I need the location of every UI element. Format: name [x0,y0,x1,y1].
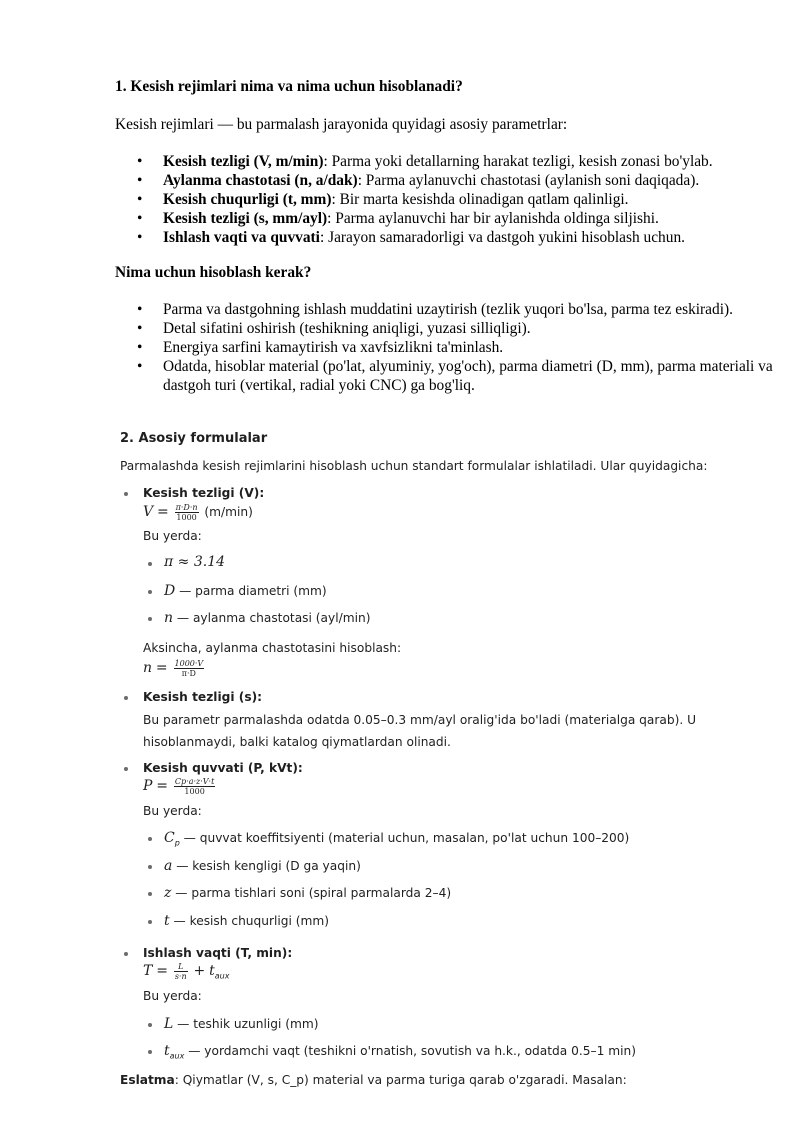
list-item: • Detal sifatini oshirish (teshikning aniqligi, yuzasi silliqligi). [137,320,531,337]
bu-yerda-label: Bu yerda: [143,804,202,818]
list-item: • Parma va dastgohning ishlash muddatini uzaytirish (tezlik yuqori bo'lsa, parma tez eskiradi). [137,301,733,318]
cp-definition: $C_p$ — quvvat koeffitsiyenti (material uchun, masalan, po'lat uchun 100–200) [164,830,630,848]
list-item: • Energiya sarfini kamaytirish va xavfsizlikni ta'minlash. [137,339,504,356]
p-formula: P = $\frac{Cp\cdot a\cdot z\cdot V\cdot t}{1000}$ [143,777,215,796]
bu-yerda-label: Bu yerda: [143,989,202,1003]
list-item: • Kesish chuqurligi (t, mm): Bir marta kesishda olinadigan qatlam qalinligi. [137,191,629,208]
list-item: • Kesish tezligi (s, mm/ayl): Parma aylanuvchi har bir aylanishda oldinga siljishi. [137,210,659,227]
pi-definition: π ≈ 3.14 [164,554,226,570]
l-definition: L — teshik uzunligi (mm) [164,1016,319,1032]
list-item: • Kesish tezligi (V, m/min): Parma yoki detallarning harakat tezligi, kesish zonasi bo'ylab. [137,153,713,170]
bullet-dot [148,865,152,869]
n-formula: n = $\frac{1000\cdot V}{\pi\cdot D}$ [143,659,204,678]
bullet-dot [148,837,152,841]
fraction: $\frac{\pi\cdot D\cdot n}{1000}$ [175,503,198,522]
bullet-dot [148,1023,152,1027]
fraction: $\frac{Cp\cdot a\cdot z\cdot V\cdot t}{1000}$ [174,777,215,796]
bullet-dot [124,952,128,956]
why-list [115,300,775,395]
s-line2: hisoblanmaydi, balki katalog qiymatlardan olinadi. [143,735,451,749]
bullet-dot [148,1050,152,1054]
list-item: • Odatda, hisoblar material (po'lat, alyuminiy, yog'och), parma diametri (D, mm), parma materiali va dastgoh turi (vertikal, radial yoki CNC) ga bog'liq. [137,358,773,394]
bullet-dot [124,767,128,771]
bullet-dot [148,562,152,566]
list-item: • Ishlash vaqti va quvvati: Jarayon samaradorligi va dastgoh yukini hisoblash uchun. [137,229,685,246]
inverse-label: Aksincha, aylanma chastotasini hisoblash: [143,641,402,655]
v-formula: V = $\frac{\pi\cdot D\cdot n}{1000}$ (m/min) [143,503,253,522]
s-line1: Bu parametr parmalashda odatda 0.05–0.3 mm/ayl oralig'ida bo'ladi (materialga qarab). U [143,713,697,727]
bullet-dot [148,920,152,924]
bu-yerda-label: Bu yerda: [143,529,202,543]
z-definition: z — parma tishlari soni (spiral parmalarda 2–4) [164,885,452,901]
v-title: Kesish tezligi (V): [143,486,265,500]
section1-intro: Kesish rejimlari — bu parmalash jarayonida quyidagi asosiy parametrlar: [115,116,568,133]
list-item: • Aylanma chastotasi (n, a/dak): Parma aylanuvchi chastotasi (aylanish soni daqiqada). [137,172,700,189]
time-formula: T = $\frac{L}{s\cdot n}$ + $t_{aux}$ [143,962,230,981]
d-definition: D — parma diametri (mm) [164,583,327,599]
a-definition: a — kesish kengligi (D ga yaqin) [164,858,361,874]
note: Eslatma: Qiymatlar (V, s, C_p) material va parma turiga qarab o'zgaradi. Masalan: [120,1073,627,1087]
t-definition: t — kesish chuqurligi (mm) [164,913,330,929]
n-definition: n — aylanma chastotasi (ayl/min) [164,610,371,626]
section1-heading: 1. Kesish rejimlari nima va nima uchun hisoblanadi? [115,78,463,95]
why-heading: Nima uchun hisoblash kerak? [115,264,312,281]
section2-heading: 2. Asosiy formulalar [120,431,268,446]
fraction: $\frac{1000\cdot V}{\pi\cdot D}$ [174,659,204,678]
fraction: $\frac{L}{s\cdot n}$ [174,962,187,981]
bullet-dot [124,696,128,700]
time-title: Ishlash vaqti (T, min): [143,946,293,960]
p-title: Kesish quvvati (P, kVt): [143,761,303,775]
taux-definition: $t_{aux}$ — yordamchi vaqt (teshikni o'rnatish, sovutish va h.k., odatda 0.5–1 min) [164,1043,636,1061]
bullet-dot [124,492,128,496]
parameters-list [115,152,775,247]
section2-intro: Parmalashda kesish rejimlarini hisoblash uchun standart formulalar ishlatiladi. Ular quyidagicha: [120,459,708,473]
bullet-dot [148,892,152,896]
bullet-dot [148,590,152,594]
bullet-dot [148,617,152,621]
s-title: Kesish tezligi (s): [143,690,263,704]
